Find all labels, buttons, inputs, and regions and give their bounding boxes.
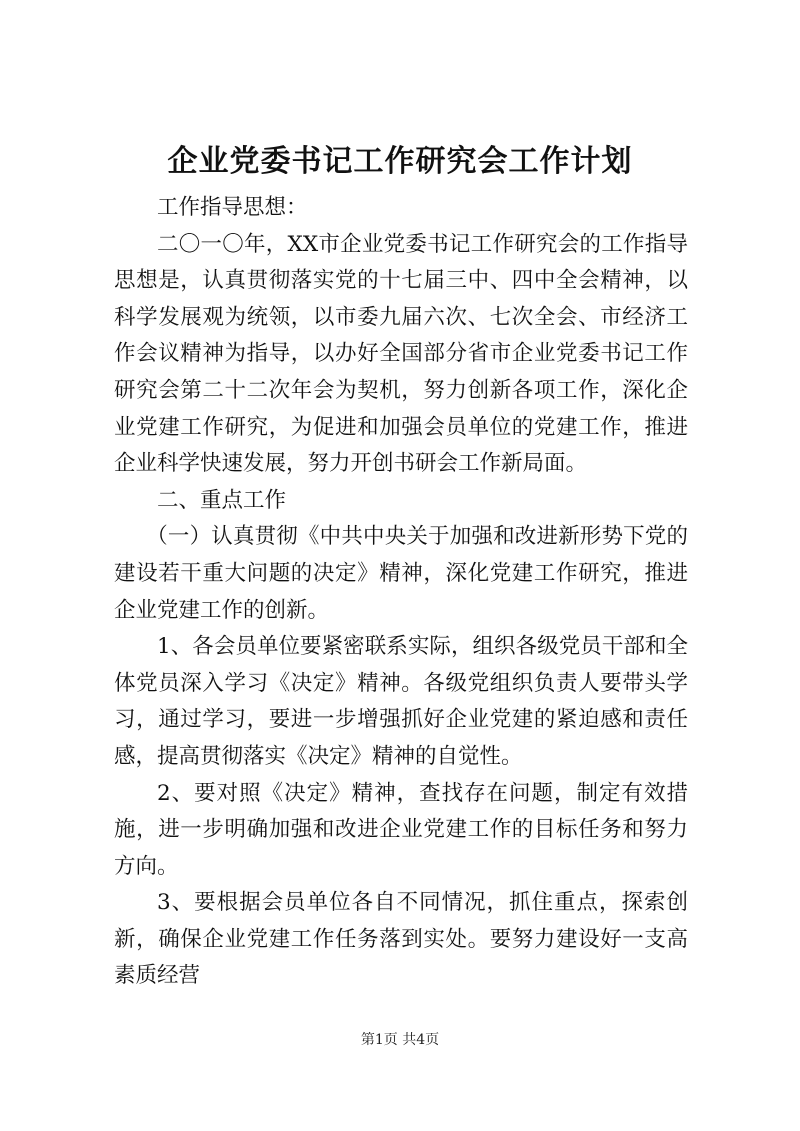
document-title: 企业党委书记工作研究会工作计划 (167, 144, 633, 179)
paragraph-item-3: 3、要根据会员单位各自不同情况，抓住重点，探索创新，确保企业党建工作任务落到实处。要努力建设好一支高素质经营 (114, 890, 688, 989)
paragraph-guiding-heading: 工作指导思想： (157, 195, 308, 220)
paragraph-key-work-heading: 二、重点工作 (157, 487, 287, 513)
page-footer: 第1页 共4页 (360, 1032, 440, 1048)
paragraph-section-one: （一）认真贯彻《中共中央关于加强和改进新形势下党的建设若干重大问题的决定》精神，深化党建工作研究，推进企业党建工作的创新。 (114, 524, 688, 623)
paragraph-guiding-thought: 二〇一〇年，XX市企业党委书记工作研究会的工作指导思想是，认真贯彻落实党的十七届三中、四中全会精神，以科学发展观为统领，以市委九届六次、七次全会、市经济工作会议精神为指导，以办好全国部分省市企业党委书记工作研究会第二十二次年会为契机，努力创新各项工作，深化企业党建工作研究，为促进和加强会员单位的党建工作，推进企业科学快速发展，努力开创书研会工作新局面。 (114, 231, 688, 477)
paragraph-item-2: 2、要对照《决定》精神，查找存在问题，制定有效措施，进一步明确加强和改进企业党建工作的目标任务和努力方向。 (114, 780, 688, 879)
document-body (114, 190, 688, 995)
paragraph-item-1: 1、各会员单位要紧密联系实际，组织各级党员干部和全体党员深入学习《决定》精神。各级党组织负责人要带头学习，通过学习，要进一步增强抓好企业党建的紧迫感和责任感，提高贯彻落实《决定》精神的自觉性。 (114, 634, 688, 769)
